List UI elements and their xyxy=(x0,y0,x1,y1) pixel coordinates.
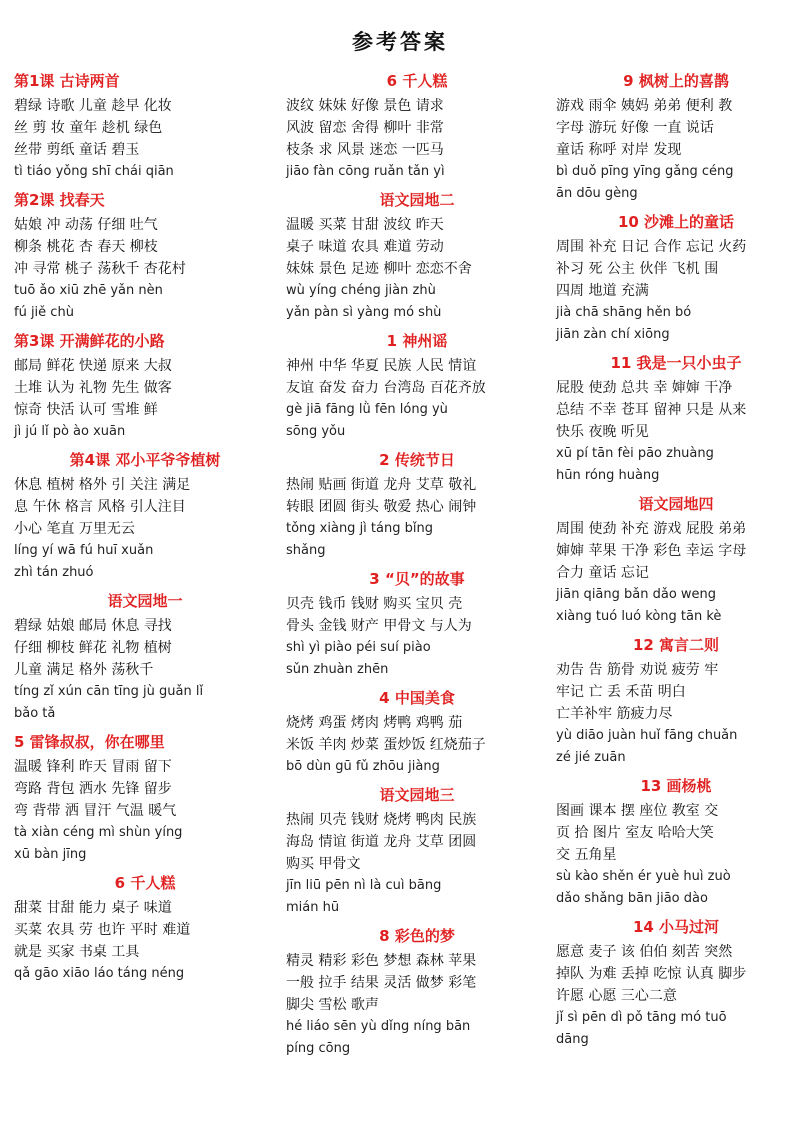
section-title: 9 枫树上的喜鹊 xyxy=(623,72,729,90)
answer-line: 合力 童话 忘记 xyxy=(556,565,649,581)
answer-line: 周围 使劲 补充 游戏 屁股 弟弟 xyxy=(556,521,747,537)
answer-line: 童话 称呼 对岸 发现 xyxy=(556,142,682,158)
answer-line: 柳条 桃花 杏 春天 柳枝 xyxy=(14,239,158,255)
pinyin-line: tíng zǐ xún cān tīng jù guǎn lǐ xyxy=(14,684,204,699)
section-title: 6 千人糕 xyxy=(114,874,176,892)
answer-line: 仔细 柳枝 鲜花 礼物 植树 xyxy=(14,640,172,656)
lesson-section xyxy=(556,493,796,628)
answer-line: 掉队 为难 丢掉 吃惊 认真 脚步 xyxy=(556,966,747,982)
answer-line: 脚尖 雪松 歌声 xyxy=(286,997,379,1013)
answer-line: 烧烤 鸡蛋 烤肉 烤鸭 鸡鸭 茄 xyxy=(286,715,463,731)
section-title: 第2课 找春天 xyxy=(14,191,105,209)
pinyin-line: jǐ sì pēn dì pǒ tāng mó tuō xyxy=(556,1010,727,1025)
answer-line: 弯 背带 洒 冒汗 气温 暖气 xyxy=(14,803,177,819)
lesson-section xyxy=(556,211,796,346)
section-title: 语文园地二 xyxy=(379,191,455,209)
answer-line: 亡羊补牢 筋疲力尽 xyxy=(556,706,673,722)
column-2 xyxy=(286,64,548,1064)
answer-line: 碧绿 诗歌 儿童 趁早 化妆 xyxy=(14,98,172,114)
pinyin-line: bì duǒ pīng yīng gǎng céng xyxy=(556,164,734,179)
pinyin-line: píng cōng xyxy=(286,1041,351,1056)
answer-line: 米饭 羊肉 炒菜 蛋炒饭 红烧茄子 xyxy=(286,737,486,753)
answer-line: 儿童 满足 格外 荡秋千 xyxy=(14,662,154,678)
answer-line: 碧绿 姑娘 邮局 休息 寻找 xyxy=(14,618,172,634)
lesson-section xyxy=(14,590,276,725)
pinyin-line: jiān zàn chí xiōng xyxy=(556,327,670,342)
answer-line: 妹妹 景色 足迹 柳叶 恋恋不舍 xyxy=(286,261,472,277)
answer-line: 枝条 求 风景 迷恋 一匹马 xyxy=(286,142,444,158)
pinyin-line: zhì tán zhuó xyxy=(14,565,94,580)
pinyin-line: wù yíng chéng jiàn zhù xyxy=(286,283,436,298)
lesson-section xyxy=(286,687,548,778)
answer-line: 买菜 农具 劳 也许 平时 难道 xyxy=(14,922,191,938)
answer-line: 总结 不幸 苍耳 留神 只是 从来 xyxy=(556,402,747,418)
pinyin-line: ān dōu gèng xyxy=(556,186,638,201)
lesson-section xyxy=(556,775,796,910)
pinyin-line: jiāo fàn cōng ruǎn tǎn yì xyxy=(286,164,445,179)
section-title: 第1课 古诗两首 xyxy=(14,72,120,90)
answer-line: 甜菜 甘甜 能力 桌子 味道 xyxy=(14,900,172,916)
pinyin-line: zé jié zuān xyxy=(556,750,626,765)
section-title: 语文园地一 xyxy=(107,592,183,610)
answer-line: 交 五角星 xyxy=(556,847,617,863)
pinyin-line: líng yí wā fú huī xuǎn xyxy=(14,543,154,558)
section-title: 4 中国美食 xyxy=(379,689,455,707)
answer-line: 劝告 告 筋骨 劝说 疲劳 牢 xyxy=(556,662,719,678)
answer-line: 热闹 贴画 街道 龙舟 艾草 敬礼 xyxy=(286,477,477,493)
pinyin-line: shǎng xyxy=(286,543,326,558)
answer-line: 就是 买家 书桌 工具 xyxy=(14,944,140,960)
pinyin-line: xiàng tuó luó kòng tān kè xyxy=(556,609,722,624)
answer-line: 波纹 妹妹 好像 景色 请求 xyxy=(286,98,444,114)
pinyin-line: xū pí tān fèi pāo zhuàng xyxy=(556,446,714,461)
section-title: 1 神州谣 xyxy=(386,332,448,350)
section-title: 第3课 开满鲜花的小路 xyxy=(14,332,165,350)
answer-line: 热闹 贝壳 钱财 烧烤 鸭肉 民族 xyxy=(286,812,477,828)
pinyin-line: mián hū xyxy=(286,900,340,915)
column-1 xyxy=(14,64,276,989)
lesson-section xyxy=(14,449,276,584)
pinyin-line: tǒng xiàng jì táng bǐng xyxy=(286,521,433,536)
answer-line: 丝 剪 妆 童年 趁机 绿色 xyxy=(14,120,163,136)
lesson-section xyxy=(556,916,796,1051)
pinyin-line: jì jú lǐ pò ào xuān xyxy=(14,424,126,439)
answer-line: 周围 补充 日记 合作 忘记 火药 xyxy=(556,239,747,255)
section-title: 13 画杨桃 xyxy=(640,777,712,795)
lesson-section xyxy=(556,352,796,487)
pinyin-line: xū bàn jīng xyxy=(14,847,87,862)
pinyin-line: qǎ gāo xiāo láo táng néng xyxy=(14,966,185,981)
pinyin-line: dāng xyxy=(556,1032,589,1047)
answer-line: 神州 中华 华夏 民族 人民 情谊 xyxy=(286,358,477,374)
section-title: 第4课 邓小平爷爷植树 xyxy=(69,451,221,469)
lesson-section xyxy=(286,330,548,443)
pinyin-line: gè jiā fāng lǜ fēn lóng yù xyxy=(286,402,448,417)
lesson-section xyxy=(14,330,276,443)
answer-line: 游戏 雨伞 姨妈 弟弟 便利 教 xyxy=(556,98,733,114)
answer-line: 骨头 金钱 财产 甲骨文 与人为 xyxy=(286,618,472,634)
pinyin-line: dǎo shǎng bān jiāo dào xyxy=(556,891,708,906)
pinyin-line: jiān qiāng bǎn dǎo weng xyxy=(556,587,717,602)
answer-line: 四周 地道 充满 xyxy=(556,283,649,299)
section-title: 语文园地四 xyxy=(638,495,714,513)
answer-line: 许愿 心愿 三心二意 xyxy=(556,988,677,1004)
answer-line: 购买 甲骨文 xyxy=(286,856,361,872)
section-title: 6 千人糕 xyxy=(386,72,448,90)
answer-line: 惊奇 快活 认可 雪堆 鲜 xyxy=(14,402,158,418)
section-title: 3 “贝”的故事 xyxy=(369,570,465,588)
answer-line: 弯路 背包 洒水 先锋 留步 xyxy=(14,781,172,797)
answer-line: 精灵 精彩 彩色 梦想 森林 苹果 xyxy=(286,953,477,969)
answer-line: 海岛 情谊 街道 龙舟 艾草 团圆 xyxy=(286,834,477,850)
answer-line: 息 午休 格言 风格 引人注目 xyxy=(14,499,186,515)
pinyin-line: bō dùn gū fǔ zhōu jiàng xyxy=(286,759,440,774)
pinyin-line: jià chā shāng hěn bó xyxy=(556,305,692,320)
pinyin-line: sù kào shěn ér yuè huì zuò xyxy=(556,869,731,884)
section-title: 10 沙滩上的童话 xyxy=(617,213,735,231)
section-title: 14 小马过河 xyxy=(632,918,720,936)
section-title: 2 传统节日 xyxy=(379,451,455,469)
section-title: 5 雷锋叔叔，你在哪里 xyxy=(14,733,165,751)
section-title: 11 我是一只小虫子 xyxy=(610,354,742,372)
answer-line: 补习 死 公主 伙伴 飞机 围 xyxy=(556,261,719,277)
answer-line: 邮局 鲜花 快递 原来 大叔 xyxy=(14,358,172,374)
answer-line: 姑娘 冲 动荡 仔细 吐气 xyxy=(14,217,158,233)
answer-line: 冲 寻常 桃子 荡秋千 杏花村 xyxy=(14,261,186,277)
lesson-section xyxy=(14,70,276,183)
answer-line: 快乐 夜晚 听见 xyxy=(556,424,649,440)
lesson-section xyxy=(286,70,548,183)
pinyin-line: yǎn pàn sì yàng mó shù xyxy=(286,305,442,320)
answer-line: 桌子 味道 农具 难道 劳动 xyxy=(286,239,444,255)
pinyin-line: shì yì piào péi suí piào xyxy=(286,640,431,655)
lesson-section xyxy=(556,70,796,205)
lesson-section xyxy=(556,634,796,769)
answer-line: 图画 课本 摆 座位 教室 交 xyxy=(556,803,719,819)
answer-line: 贝壳 钱币 钱财 购买 宝贝 壳 xyxy=(286,596,463,612)
lesson-section xyxy=(14,731,276,866)
pinyin-line: sōng yǒu xyxy=(286,424,346,439)
answer-line: 页 拾 图片 室友 哈哈大笑 xyxy=(556,825,714,841)
pinyin-line: hūn róng huàng xyxy=(556,468,660,483)
answer-line: 小心 笔直 万里无云 xyxy=(14,521,135,537)
lesson-section xyxy=(286,189,548,324)
answer-line: 婶婶 苹果 干净 彩色 幸运 字母 xyxy=(556,543,747,559)
pinyin-line: bǎo tǎ xyxy=(14,706,56,721)
answer-line: 友谊 奋发 奋力 台湾岛 百花齐放 xyxy=(286,380,486,396)
pinyin-line: yù diāo juàn huǐ fāng chuǎn xyxy=(556,728,738,743)
section-title: 8 彩色的梦 xyxy=(379,927,455,945)
pinyin-line: fú jiě chù xyxy=(14,305,74,320)
pinyin-line: tì tiáo yǒng shī chái qiān xyxy=(14,164,174,179)
pinyin-line: hé liáo sēn yù dǐng níng bān xyxy=(286,1019,471,1034)
answer-line: 转眼 团圆 街头 敬爱 热心 闹钟 xyxy=(286,499,477,515)
answer-line: 屁股 使劲 总共 幸 婶婶 干净 xyxy=(556,380,733,396)
answer-line: 愿意 麦子 该 伯伯 刻苦 突然 xyxy=(556,944,733,960)
page-title: 参考答案 xyxy=(352,30,448,54)
section-title: 语文园地三 xyxy=(379,786,455,804)
lesson-section xyxy=(14,189,276,324)
pinyin-line: jīn liū pēn nì là cuì bāng xyxy=(286,878,442,893)
answer-line: 风波 留恋 舍得 柳叶 非常 xyxy=(286,120,444,136)
answer-line: 休息 植树 格外 引 关注 满足 xyxy=(14,477,191,493)
lesson-section xyxy=(286,925,548,1060)
answer-line: 丝带 剪纸 童话 碧玉 xyxy=(14,142,140,158)
answer-line: 字母 游玩 好像 一直 说话 xyxy=(556,120,714,136)
column-3 xyxy=(556,64,796,1055)
pinyin-line: tuō ǎo xiū zhē yǎn nèn xyxy=(14,283,163,298)
answer-line: 土堆 认为 礼物 先生 做客 xyxy=(14,380,172,396)
section-title: 12 寓言二则 xyxy=(632,636,720,654)
pinyin-line: tà xiàn céng mì shùn yíng xyxy=(14,825,183,840)
answer-line: 温暖 锋利 昨天 冒雨 留下 xyxy=(14,759,172,775)
answer-line: 一般 拉手 结果 灵活 做梦 彩笔 xyxy=(286,975,477,991)
lesson-section xyxy=(14,872,276,985)
pinyin-line: sǔn zhuàn zhēn xyxy=(286,662,389,677)
lesson-section xyxy=(286,784,548,919)
lesson-section xyxy=(286,449,548,562)
answer-line: 温暖 买菜 甘甜 波纹 昨天 xyxy=(286,217,444,233)
lesson-section xyxy=(286,568,548,681)
answer-line: 牢记 亡 丢 禾苗 明白 xyxy=(556,684,686,700)
